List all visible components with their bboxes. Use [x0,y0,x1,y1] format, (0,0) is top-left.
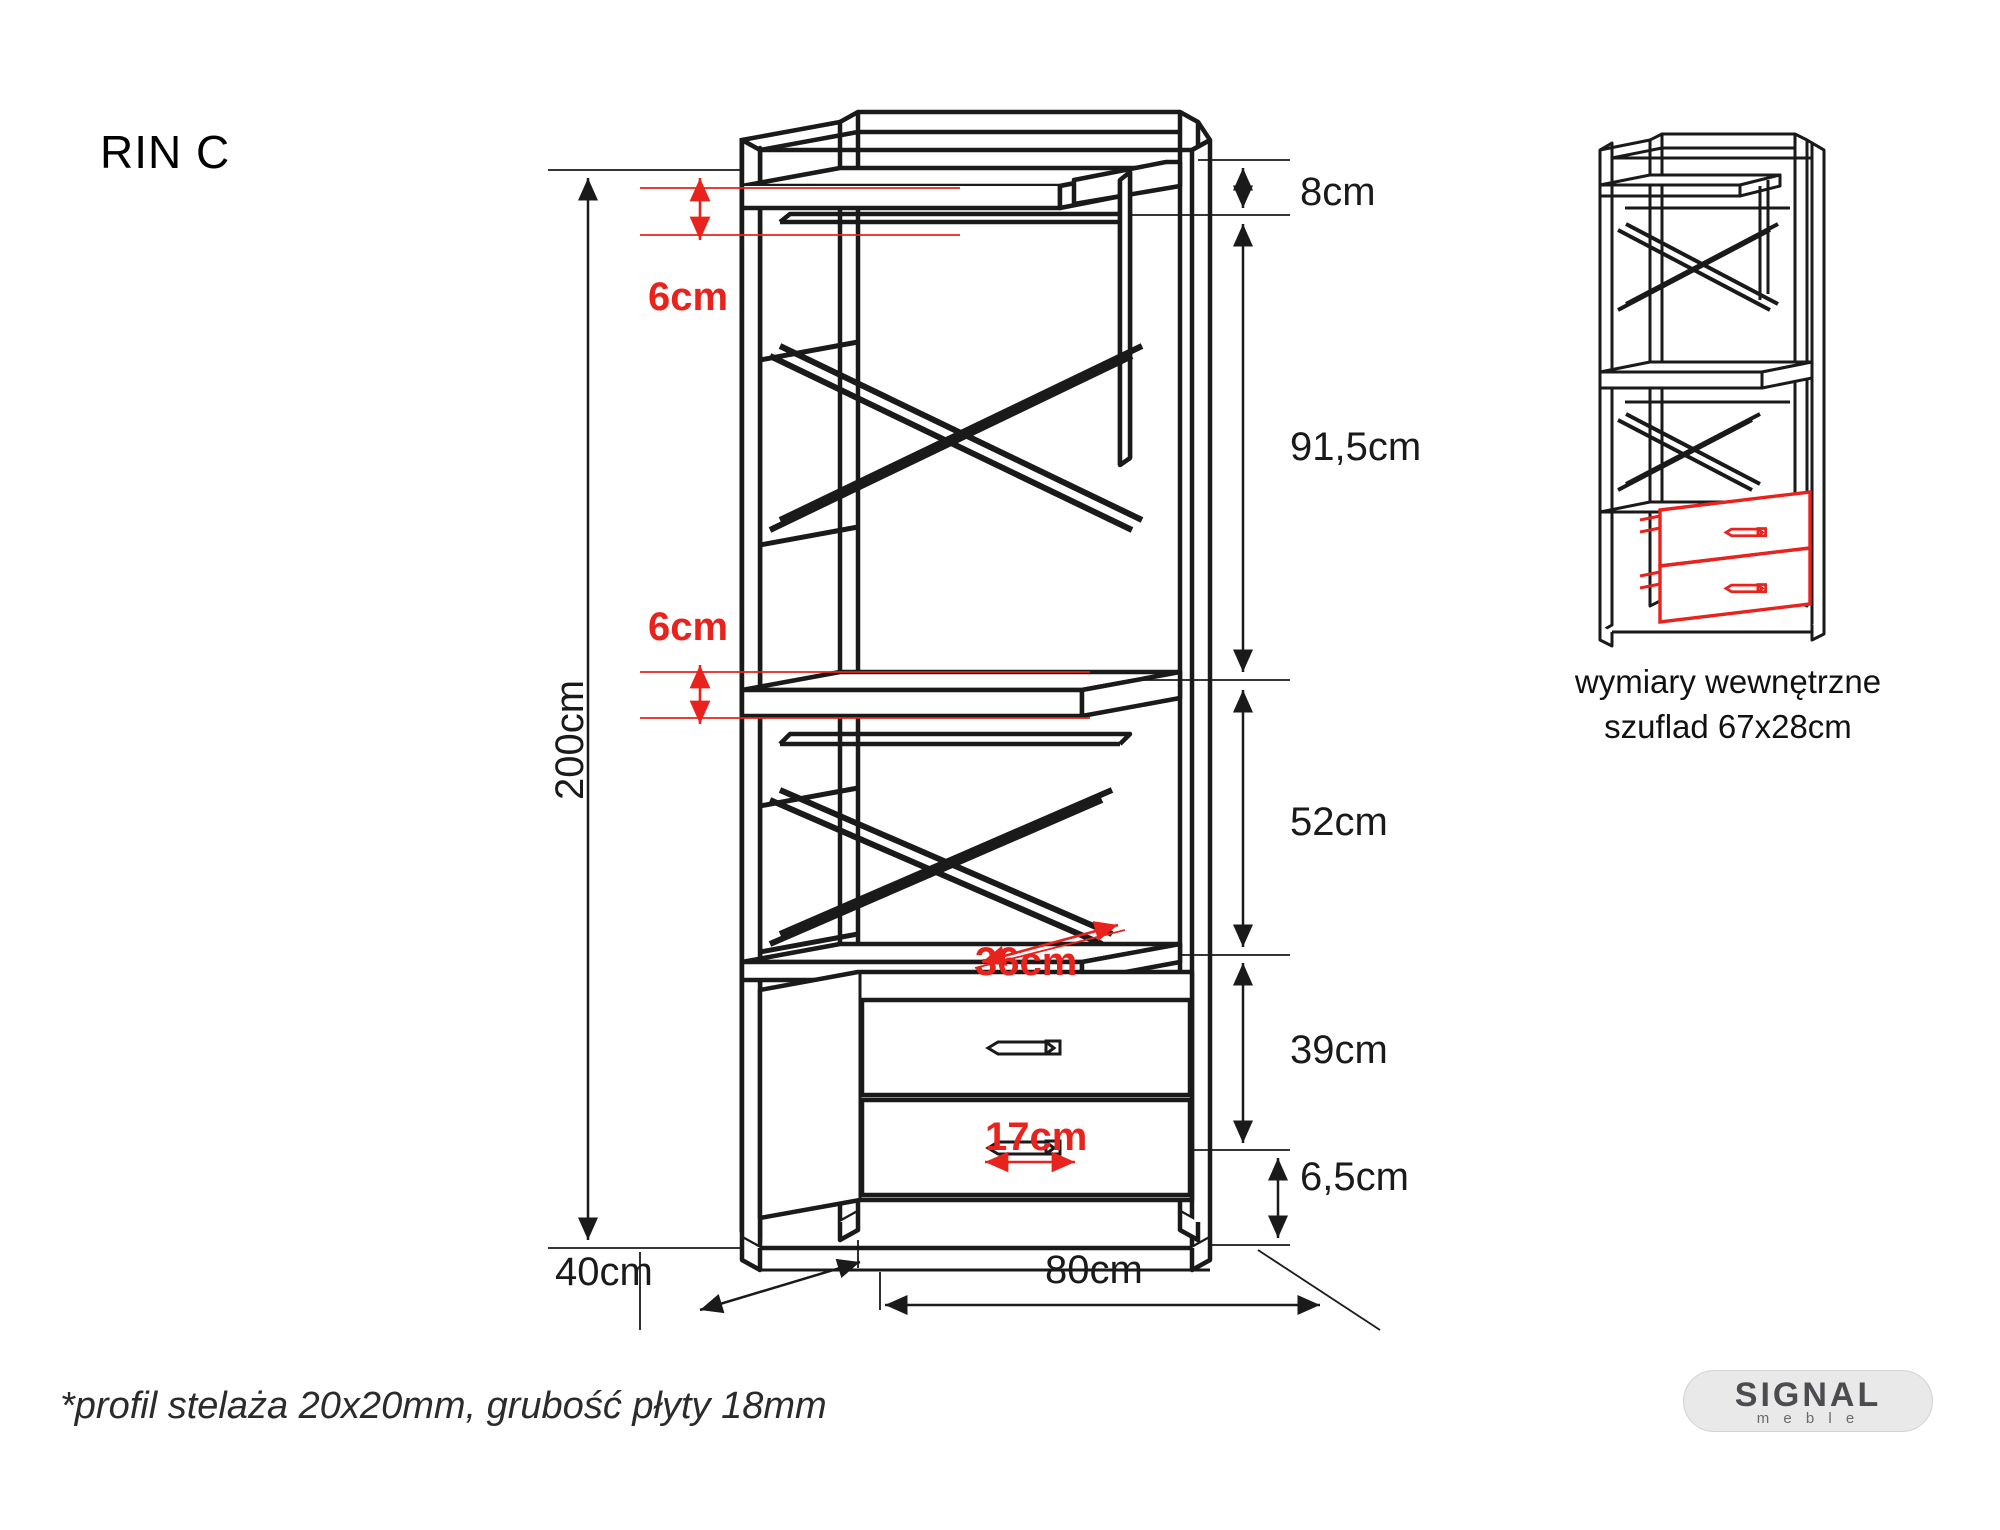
logo-tagline: m e b l e [1756,1410,1860,1427]
logo-name: SIGNAL [1734,1376,1882,1414]
dimension-middle-section: 52cm [1290,800,1388,844]
upper-x-brace [770,346,1142,530]
brand-logo [1683,1370,1933,1432]
dimension-depth: 40cm [555,1250,653,1294]
right-front-post [1192,140,1210,1248]
dimension-width: 80cm [1045,1248,1143,1292]
dimension-upper-section: 91,5cm [1290,425,1422,469]
middle-shelf-board [742,672,1180,716]
dimension-drawer-section: 39cm [1290,1028,1388,1072]
lower-x-brace [770,790,1112,944]
dimension-mid-shelf-thickness: 6cm [648,605,729,649]
thumbnail-drawers-highlight [1640,492,1810,622]
page-title: RIN C [100,126,231,178]
dimension-drawer-inner-width: 36cm [975,940,1078,984]
main-shelf-unit [742,112,1210,1270]
dimension-base-height: 6,5cm [1300,1155,1409,1199]
dimension-total-height: 200cm [548,679,592,800]
upper-right-divider [1120,172,1130,465]
dimension-top-shelf-thickness: 6cm [648,275,729,319]
footnote-profile: *profil stelaża 20x20mm, grubość płyty 18mm [60,1385,827,1427]
drawer-upper [862,1000,1190,1095]
drawer-inner-note: wymiary wewnętrzne szuflad 67x28cm [1574,663,1882,745]
dimension-drawer-inner-height: 17cm [985,1115,1088,1159]
dimension-top-gap: 8cm [1300,170,1376,214]
